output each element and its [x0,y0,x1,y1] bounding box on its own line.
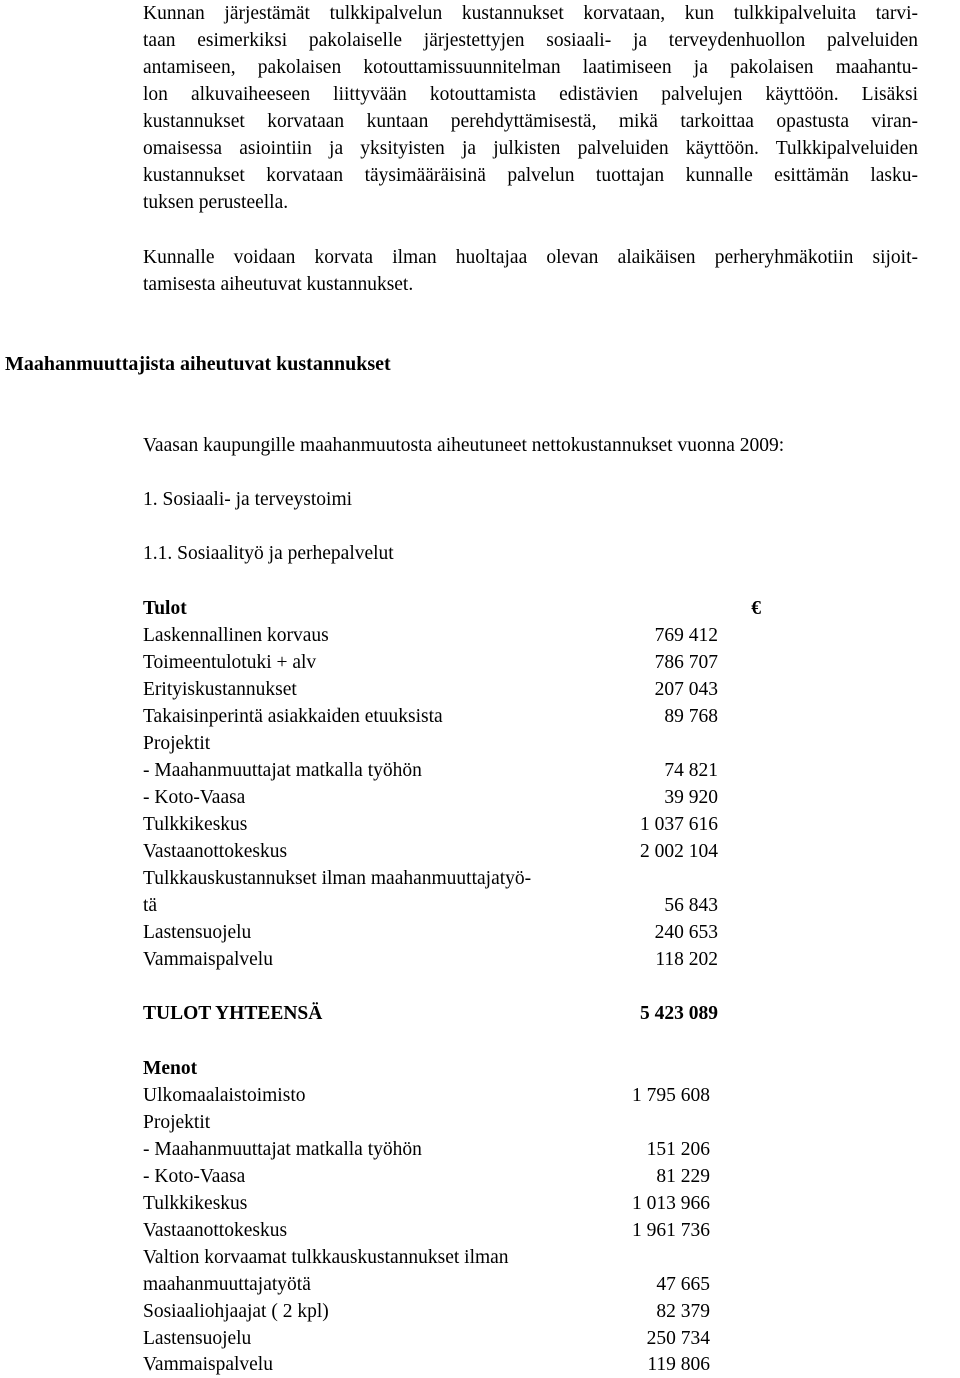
expense-row [143,1351,718,1378]
income-row [143,946,718,973]
expense-row [143,1190,718,1217]
income-row [143,865,718,892]
section-heading: Maahanmuuttajista aiheutuvat kustannukset [5,353,391,375]
paragraph-line: omaisessa asiointiin ja yksityisten ja julkisten palveluiden käyttöön. Tulkkipalveluiden [143,138,918,159]
income-row-value: 240 653 [654,922,718,943]
income-header-label: Tulot [143,598,187,619]
paragraph-line: kustannukset korvataan täysimääräisinä palvelun tuottajan kunnalle esittämän lasku- [143,165,918,186]
income-row-label: Projektit [143,733,211,754]
expense-row-value: 119 806 [647,1354,710,1375]
expense-row-label: Sosiaaliohjaajat ( 2 kpl) [143,1301,329,1322]
income-total-value: 5 423 089 [640,1003,718,1024]
expense-row-value: 1 013 966 [632,1193,710,1214]
intro-line: Vaasan kaupungille maahanmuutosta aiheutuneet nettokustannukset vuonna 2009: [143,435,785,456]
income-row-value: 207 043 [654,679,718,700]
expense-row [143,1244,718,1271]
income-total-label: TULOT YHTEENSÄ [143,1003,323,1024]
income-row [143,919,718,946]
income-row-value: 89 768 [664,706,718,727]
expense-row-label: Vastaanottokeskus [143,1220,288,1241]
paragraph-line: Kunnan järjestämät tulkkipalvelun kustannukset korvataan, kun tulkkipalveluita tarvi- [143,3,918,24]
income-row [143,730,718,757]
income-row [143,838,718,865]
expense-row [143,1217,718,1244]
income-row-label: - Koto-Vaasa [143,787,246,808]
expense-row-value: 250 734 [646,1328,710,1349]
paragraph-line: tamisesta aiheutuvat kustannukset. [143,274,414,295]
expense-row-label: - Koto-Vaasa [143,1166,246,1187]
subheading-social-health: 1. Sosiaali- ja terveystoimi [143,489,353,510]
currency-symbol: € [751,598,761,619]
income-row-label: Tulkkikeskus [143,814,248,835]
income-row [143,649,718,676]
income-row-label: Laskennallinen korvaus [143,625,329,646]
expense-header-label: Menot [143,1058,198,1079]
income-row-label: Takaisinperintä asiakkaiden etuuksista [143,706,443,727]
expense-row-value: 81 229 [656,1166,710,1187]
income-row-label: tä [143,895,158,916]
income-row-value: 2 002 104 [640,841,718,862]
income-row-label: Lastensuojelu [143,922,252,943]
income-row-label: Tulkkauskustannukset ilman maahanmuuttajatyö- [143,868,532,889]
expense-row [143,1271,718,1298]
paragraph-line: taan esimerkiksi pakolaiselle järjestettyjen sosiaali- ja terveydenhuollon palveluiden [143,30,918,51]
income-row-value: 74 821 [664,760,718,781]
expense-row-label: - Maahanmuuttajat matkalla työhön [143,1139,422,1160]
income-row-label: Toimeentulotuki + alv [143,652,317,673]
expense-row [143,1163,718,1190]
paragraph-minor-placement [143,244,918,298]
expense-row [143,1136,718,1163]
expense-row-label: Ulkomaalaistoimisto [143,1085,306,1106]
income-row-label: Vammaispalvelu [143,949,273,970]
income-row-value: 1 037 616 [640,814,718,835]
income-row-value: 786 707 [654,652,718,673]
income-row [143,892,718,919]
income-row [143,757,718,784]
paragraph-line: lon alkuvaiheeseen liittyvään kotouttamista edistävien palvelujen käyttöön. Lisäksi [143,84,918,105]
paragraph-line: Kunnalle voidaan korvata ilman huoltajaa olevan alaikäisen perheryhmäkotiin sijoit- [143,247,918,268]
paragraph-interpreter-costs [143,0,918,216]
expense-row-value: 1 961 736 [632,1220,710,1241]
income-row-value: 769 412 [654,625,718,646]
expense-header [143,1055,718,1082]
income-total-row [143,1000,718,1027]
paragraph-line: tuksen perusteella. [143,192,289,213]
income-row-label: Erityiskustannukset [143,679,297,700]
expense-row [143,1298,718,1325]
income-row [143,811,718,838]
expense-row [143,1082,718,1109]
expense-row-label: Vammaispalvelu [143,1354,273,1375]
income-row-value: 56 843 [664,895,718,916]
income-row [143,622,718,649]
expense-row-label: Lastensuojelu [143,1328,252,1349]
income-row [143,784,718,811]
paragraph-line: kustannukset korvataan kuntaan perehdyttämisestä, mikä tarkoittaa opastusta viran- [143,111,918,132]
income-row-label: Vastaanottokeskus [143,841,288,862]
income-row [143,703,718,730]
expense-row [143,1325,718,1352]
income-row-value: 118 202 [655,949,718,970]
income-row-value: 39 920 [664,787,718,808]
expense-row-label: Tulkkikeskus [143,1193,248,1214]
paragraph-line: antamiseen, pakolaisen kotouttamissuunnitelman laatimiseen ja pakolaisen maahantu- [143,57,918,78]
expense-row-value: 82 379 [656,1301,710,1322]
subheading-social-work: 1.1. Sosiaalityö ja perhepalvelut [143,543,394,564]
expense-row-label: Valtion korvaamat tulkkauskustannukset ilman [143,1247,509,1268]
expense-row-label: Projektit [143,1112,211,1133]
expense-row-value: 151 206 [646,1139,710,1160]
income-row-label: - Maahanmuuttajat matkalla työhön [143,760,422,781]
expense-row-value: 47 665 [656,1274,710,1295]
expense-row [143,1109,718,1136]
expense-row-value: 1 795 608 [632,1085,710,1106]
income-row [143,676,718,703]
expense-row-label: maahanmuuttajatyötä [143,1274,311,1295]
income-header [143,595,761,622]
